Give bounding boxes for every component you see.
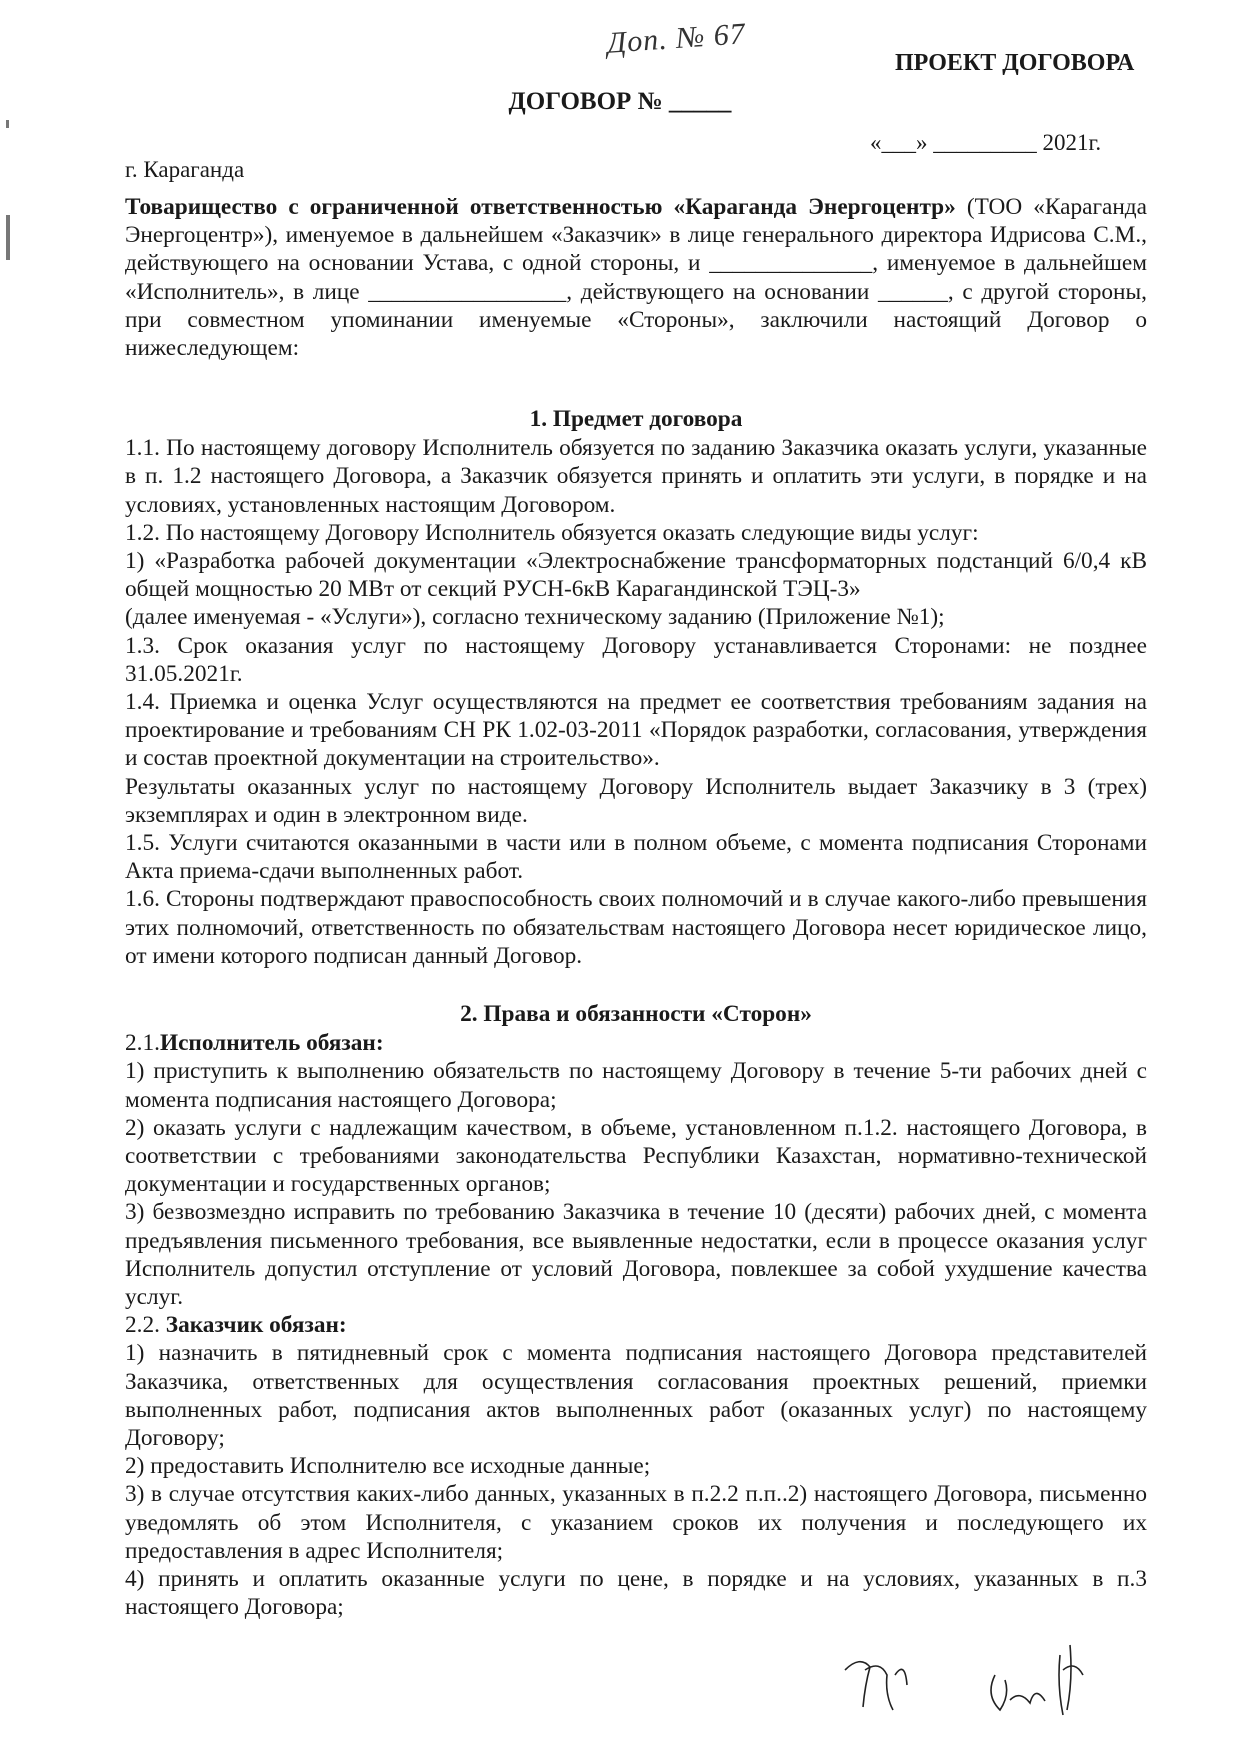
clause: 1.4. Приемка и оценка Услуг осуществляются на предмет ее соответствия требованиям задания на проектирование и требованиям СН РК 1.02-03-2011 «Порядок разработки, согласования, утверждения и состав проектной документации на строительство». [125,689,1147,772]
scan-edge-mark [6,120,9,128]
section-heading: 2. Права и обязанности «Сторон» [460,1001,812,1027]
subsection-label: Исполнитель обязан: [159,1030,384,1057]
draft-label: ПРОЕКТ ДОГОВОРА [895,50,1135,76]
clause: 2) оказать услуги с надлежащим качеством, в объеме, установленном п.1.2. настоящего Договора, в соответствии с требованиями законодательства Республики Казахстан, нормативно-технической документации и государственных органов; [125,1114,1147,1198]
section-rights [125,1000,1147,1621]
contract-city: г. Караганда [125,157,245,182]
handwritten-note: Доп. № 67 [605,17,747,60]
clause: Результаты оказанных услуг по настоящему Договору Исполнитель выдает Заказчику в 3 (трех) экземплярах и один в электронном виде. [125,773,1147,828]
preamble-paragraph [125,193,1147,362]
preamble [125,193,1147,362]
clause: 1) назначить в пятидневный срок с момента подписания настоящего Договора представителей Заказчика, ответственных для осуществления согласования проектных решений, приемки выполненных работ, подписания актов выполненных работ (оказанных услуг) по настоящему Договору; [125,1340,1147,1452]
subsection-label: Заказчик обязан: [165,1312,347,1339]
clause: 1.2. По настоящему Договору Исполнитель обязуется оказать следующие виды услуг: [125,519,979,546]
clause: 3) в случае отсутствия каких-либо данных, указанных в п.2.2 п.п..2) настоящего Договора, письменно уведомлять об этом Исполнителя, с указанием сроков их получения и последующего их предоставления в адрес Исполнителя; [125,1481,1147,1564]
subsection-title [125,1311,1147,1339]
clause: 3) безвозмездно исправить по требованию Заказчика в течение 10 (десяти) рабочих дней, с момента предъявления письменного требования, все выявленные недостатки, если в процессе оказания услуг Исполнитель допустил отступление от условий Договора, повлекшее за собой ухудшение качества услуг. [125,1199,1147,1311]
scan-edge-mark [6,215,10,260]
section-heading: 1. Предмет договора [529,406,743,432]
clause: 1.3. Срок оказания услуг по настоящему Договору устанавливается Сторонами: не позднее 31.05.2021г. [125,632,1147,687]
clause: 2) предоставить Исполнителю все исходные данные; [125,1453,651,1480]
clause: 1.6. Стороны подтверждают правоспособность своих полномочий и в случае какого-либо превышения этих полномочий, ответственность по обязательствам настоящего Договора несет юридическое лицо, от имени которого подписан данный Договор. [125,886,1147,969]
signature-mark-icon [835,1615,1135,1735]
clause: 1) «Разработка рабочей документации «Электроснабжение трансформаторных подстанций 6/0,4 кВ общей мощностью 20 МВт от секций РУСН-6кВ Карагандинской ТЭЦ-3» [125,548,1147,603]
subsection-number: 2.2. [125,1312,166,1339]
clause: 1) приступить к выполнению обязательств по настоящему Договору в течение 5-ти рабочих дней с момента подписания настоящего Договора; [125,1058,1147,1113]
contract-title: ДОГОВОР № _____ [508,88,732,115]
subsection-title [125,1029,1147,1057]
clause: 4) принять и оплатить оказанные услуги по цене, в порядке и на условиях, указанных в п.3 настоящего Договора; [125,1566,1147,1621]
preamble-text: (ТОО «Караганда Энергоцентр»), именуемое в дальнейшем «Заказчик» в лице генерального директора Идрисова С.М., действующего на основании Устава, с одной стороны, и ______________, именуемое в дальнейшем «Исполнитель», в лице _________________, действующего на основании ______, с другой стороны, при совместном упоминании именуемые «Стороны», заключили настоящий Договор о нижеследующем: [125,194,1147,362]
subsection-number: 2.1. [125,1030,160,1057]
section-subject [125,405,1147,970]
clause: 1.1. По настоящему договору Исполнитель обязуется по заданию Заказчика оказать услуги, указанные в п. 1.2 настоящего Договора, а Заказчик обязуется принять и оплатить эти услуги, в порядке и на условиях, установленных настоящим Договором. [125,435,1147,518]
contract-date: «___» _________ 2021г. [870,130,1102,155]
company-name: Товарищество с ограниченной ответственностью «Караганда Энергоцентр» [125,194,956,220]
clause: 1.5. Услуги считаются оказанными в части или в полном объеме, с момента подписания Сторонами Акта приема-сдачи выполненных работ. [125,830,1147,885]
clause: (далее именуемая - «Услуги»), согласно техническому заданию (Приложение №1); [125,604,945,631]
